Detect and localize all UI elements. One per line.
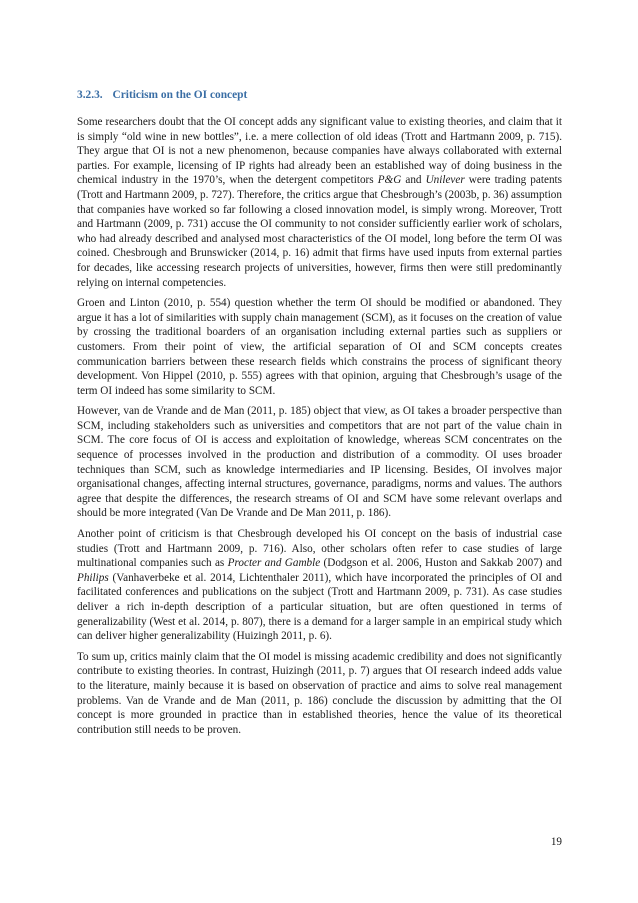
body-text [77,115,562,737]
paragraph [77,527,562,644]
paragraph [77,296,562,398]
italic-text-run: Unilever [425,174,465,187]
paragraph [77,404,562,521]
paragraph [77,650,562,738]
text-run: were trading patents (Trott and Hartmann 2009, p. 727). Therefore, the critics argue that Chesbrough’s (2003b, p. 36) assumption that companies have worked so far following a closed innovation model, is simply wrong. Moreover, Trott and Hartmann (2009, p. 731) accuse the OI community to not consider sufficiently earlier work of scholars, who had already described and analysed most characteristics of the OI model, long before the term OI was coined. Chesbrough and Brunswicker (2014, p. 16) admit that firms have used inputs from external parties for decades, like accessing research projects of universities, however, firms then were still predominantly relying on internal competencies. [77,174,562,289]
italic-text-run: P&G [377,174,402,187]
text-run: Some researchers doubt that the OI concept adds any significant value to existing theories, and claim that it is simply “old wine in new bottles”, i.e. a mere collection of old ideas (Trott and Hartmann 2009, p. 715). They argue that OI is not a new phenomenon, because companies have always collaborated with external parties. For example, licensing of IP rights had already been an established way of doing business in the chemical industry in the 1970’s, when the detergent competitors [77,116,562,187]
text-run: To sum up, critics mainly claim that the OI model is missing academic credibility and does not significantly contribute to existing theories. In contrast, Huizingh (2011, p. 7) argues that OI research indeed adds value to the literature, mainly because it is based on observation of practice and aims to solve real management problems. Van de Vrande and de Man (2011, p. 186) conclude the discussion by admitting that the OI concept is more grounded in practice than in established theories, hence the value of its theoretical contribution still needs to be proven. [77,650,562,736]
section-title: Criticism on the OI concept [112,89,248,101]
text-run: However, van de Vrande and de Man (2011, p. 185) object that view, as OI takes a broader perspective than SCM, including stakeholders such as universities and competitors that are not part of the value chain in SCM. The core focus of OI is access and exploitation of knowledge, whereas SCM concentrates on the sequence of processes involved in the production and distribution of a commodity. OI uses broader techniques than SCM, such as knowledge intermediaries and IP licensing. Besides, OI involves major organisational changes, affecting internal structures, governance, paradigms, norms and values. The authors agree that despite the differences, the research streams of OI and SCM have some relevant overlaps and should be more integrated (Van De Vrande and De Man 2011, p. 186). [77,405,562,520]
section-heading [77,88,562,103]
text-run: Groen and Linton (2010, p. 554) question whether the term OI should be modified or abandoned. They argue it has a lot of similarities with supply chain management (SCM), as it focuses on the creation of value by crossing the traditional boarders of an organisation including external parties such as suppliers or customers. From their point of view, the artificial separation of OI and SCM concepts creates communication barriers between these research fields which constrains the process of significant theory development. Von Hippel (2010, p. 555) agrees with that opinion, arguing that Chesbrough’s usage of the term OI indeed has some similarity to SCM. [77,297,562,397]
page-number: 19 [550,836,562,848]
section-number: 3.2.3. [77,89,103,101]
text-run: (Dodgson et al. 2006, Huston and Sakkab 2007) and [320,557,562,570]
document-page [77,88,562,743]
text-run: Another point of criticism is that Chesbrough developed his OI concept on the basis of industrial case studies (Trott and Hartmann 2009, p. 716). Also, other scholars often refer to case studies of large multinational companies such as [77,528,562,570]
italic-text-run: Procter and Gamble [227,557,321,570]
text-run: (Vanhaverbeke et al. 2014, Lichtenthaler 2011), which have incorporated the principles of OI and facilitated conferences and publications on the subject (Trott and Hartmann 2009, p. 731). As case studies deliver a rich in-depth description of a particular situation, but are often questioned in terms of generalizability (West et al. 2014, p. 807), there is a demand for a larger sample in an empirical study which can deliver higher generalizability (Huizingh 2011, p. 6). [77,571,562,643]
paragraph [77,115,562,290]
italic-text-run: Philips [77,571,109,584]
text-run: and [401,174,426,187]
